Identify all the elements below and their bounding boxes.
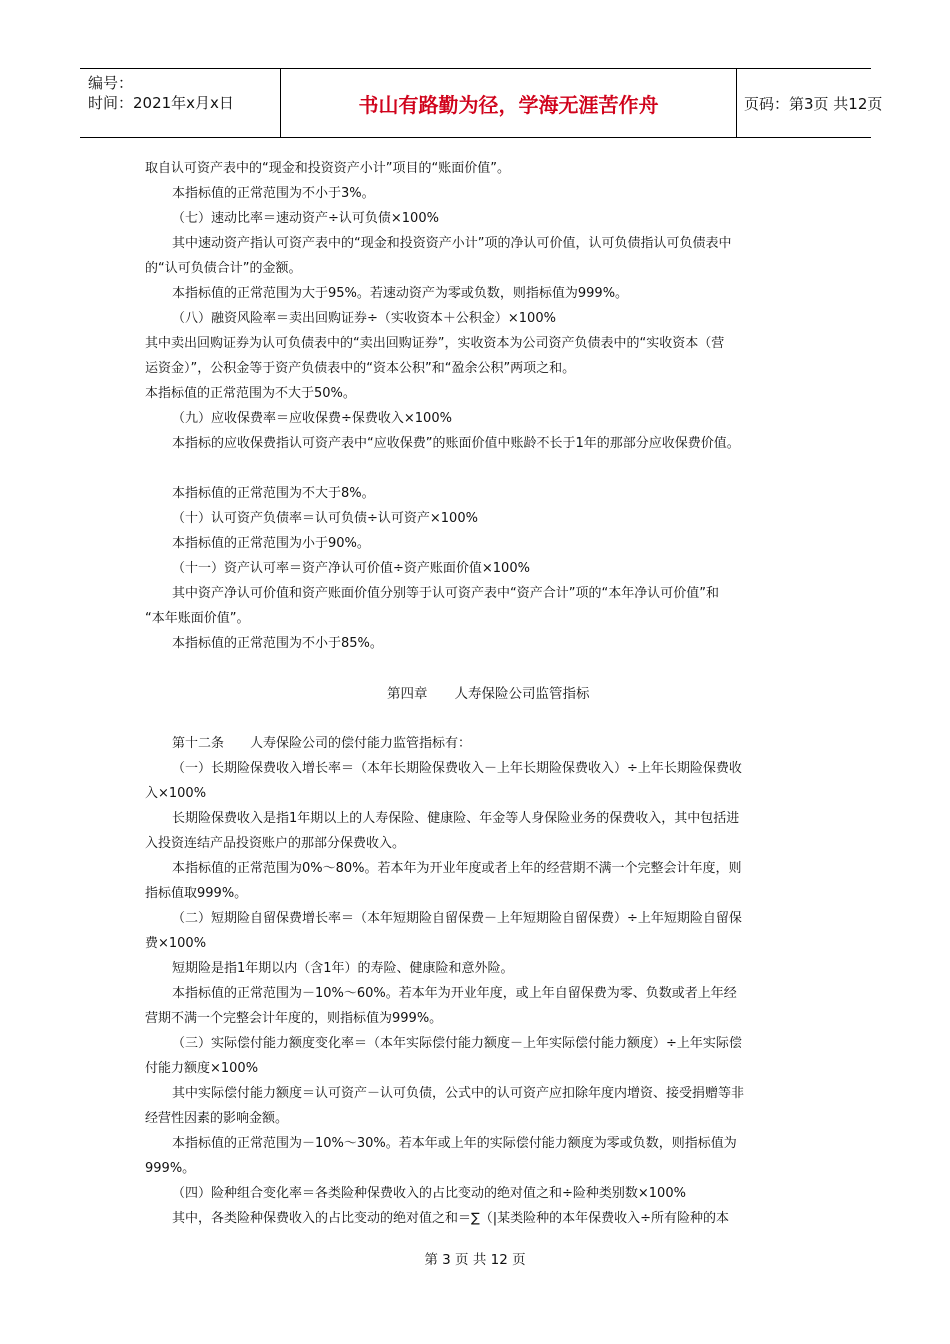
text-line: 费×100% <box>145 936 207 951</box>
text-line: 其中资产净认可价值和资产账面价值分别等于认可资产表中“资产合计”项的“本年净认可价值”和 <box>172 586 719 601</box>
text-line: 其中卖出回购证券为认可负债表中的“卖出回购证券”，实收资本为公司资产负债表中的“实收资本（营 <box>145 336 725 351</box>
page-info: 页码：第3页 共12页 <box>744 95 883 113</box>
text-line: 本指标值的正常范围为－10%～30%。若本年或上年的实际偿付能力额度为零或负数，则指标值为 <box>172 1136 737 1151</box>
date-label: 时间：2021年x月x日 <box>88 94 234 112</box>
text-line: （九）应收保费率＝应收保费÷保费收入×100% <box>172 411 452 426</box>
text-line: 本指标值的正常范围为不大于8%。 <box>172 486 375 501</box>
text-line: 本指标值的正常范围为－10%～60%。若本年为开业年度，或上年自留保费为零、负数或者上年经 <box>172 986 737 1001</box>
text-line: 指标值取999%。 <box>145 886 248 901</box>
motto: 书山有路勤为径，学海无涯苦作舟 <box>358 93 659 117</box>
text-line: 入投资连结产品投资账户的那部分保费收入。 <box>145 836 406 851</box>
page-footer: 第 3 页 共 12 页 <box>424 1252 526 1268</box>
text-line: 取自认可资产表中的“现金和投资资产小计”项目的“账面价值”。 <box>145 161 510 176</box>
text-line: （四）险种组合变化率＝各类险种保费收入的占比变动的绝对值之和÷险种类别数×100% <box>172 1186 686 1201</box>
text-line: 其中速动资产指认可资产表中的“现金和投资资产小计”项的净认可价值，认可负债指认可负债表中 <box>172 236 732 251</box>
chapter-title: 第四章 人寿保险公司监管指标 <box>387 686 590 702</box>
header-meta <box>80 69 280 137</box>
text-line: （一）长期险保费收入增长率＝（本年长期险保费收入－上年长期险保费收入）÷上年长期险保费收 <box>172 761 742 776</box>
text-line: 本指标值的正常范围为0%～80%。若本年为开业年度或者上年的经营期不满一个完整会计年度，则 <box>172 861 742 876</box>
text-line: 入×100% <box>145 786 207 801</box>
text-line: 本指标的应收保费指认可资产表中“应收保费”的账面价值中账龄不长于1年的那部分应收保费价值。 <box>172 436 740 451</box>
text-line: 长期险保费收入是指1年期以上的人寿保险、健康险、年金等人身保险业务的保费收入，其中包括进 <box>172 811 740 826</box>
header-motto-cell <box>280 69 737 137</box>
text-line: 本指标值的正常范围为大于95%。若速动资产为零或负数，则指标值为999%。 <box>172 286 629 301</box>
text-line: （三）实际偿付能力额度变化率＝（本年实际偿付能力额度－上年实际偿付能力额度）÷上年实际偿 <box>172 1036 742 1051</box>
text-line: （八）融资风险率＝卖出回购证券÷（实收资本＋公积金）×100% <box>172 311 556 326</box>
text-line: 999%。 <box>145 1161 196 1176</box>
text-line: （二）短期险自留保费增长率＝（本年短期险自留保费－上年短期险自留保费）÷上年短期险自留保 <box>172 911 742 926</box>
header-page-cell <box>736 69 883 137</box>
text-line: 的“认可负债合计”的金额。 <box>145 261 302 276</box>
text-line: 短期险是指1年期以内（含1年）的寿险、健康险和意外险。 <box>172 961 514 976</box>
serial-label: 编号： <box>88 74 134 92</box>
text-line: 付能力额度×100% <box>145 1061 259 1076</box>
text-line: 第十二条 人寿保险公司的偿付能力监管指标有： <box>172 736 472 751</box>
text-line: 本指标值的正常范围为不大于50%。 <box>145 386 356 401</box>
text-line: （十一）资产认可率＝资产净认可价值÷资产账面价值×100% <box>172 561 530 576</box>
text-line: “本年账面价值”。 <box>145 611 250 626</box>
text-line: 经营性因素的影响金额。 <box>145 1111 289 1126</box>
text-line: 其中实际偿付能力额度＝认可资产－认可负债，公式中的认可资产应扣除年度内增资、接受捐赠等非 <box>172 1086 745 1101</box>
text-line: 本指标值的正常范围为小于90%。 <box>172 536 370 551</box>
text-line: 运资金）”，公积金等于资产负债表中的“资本公积”和“盈余公积”两项之和。 <box>145 361 576 376</box>
text-line: （七）速动比率＝速动资产÷认可负债×100% <box>172 211 439 226</box>
text-line: 其中，各类险种保费收入的占比变动的绝对值之和＝∑（|某类险种的本年保费收入÷所有险种的本 <box>172 1211 730 1226</box>
text-line: 本指标值的正常范围为不小于3%。 <box>172 186 375 201</box>
text-line: （十）认可资产负债率＝认可负债÷认可资产×100% <box>172 511 478 526</box>
page-header <box>80 68 883 138</box>
text-line: 营期不满一个完整会计年度的，则指标值为999%。 <box>145 1011 443 1026</box>
text-line: 本指标值的正常范围为不小于85%。 <box>172 636 383 651</box>
